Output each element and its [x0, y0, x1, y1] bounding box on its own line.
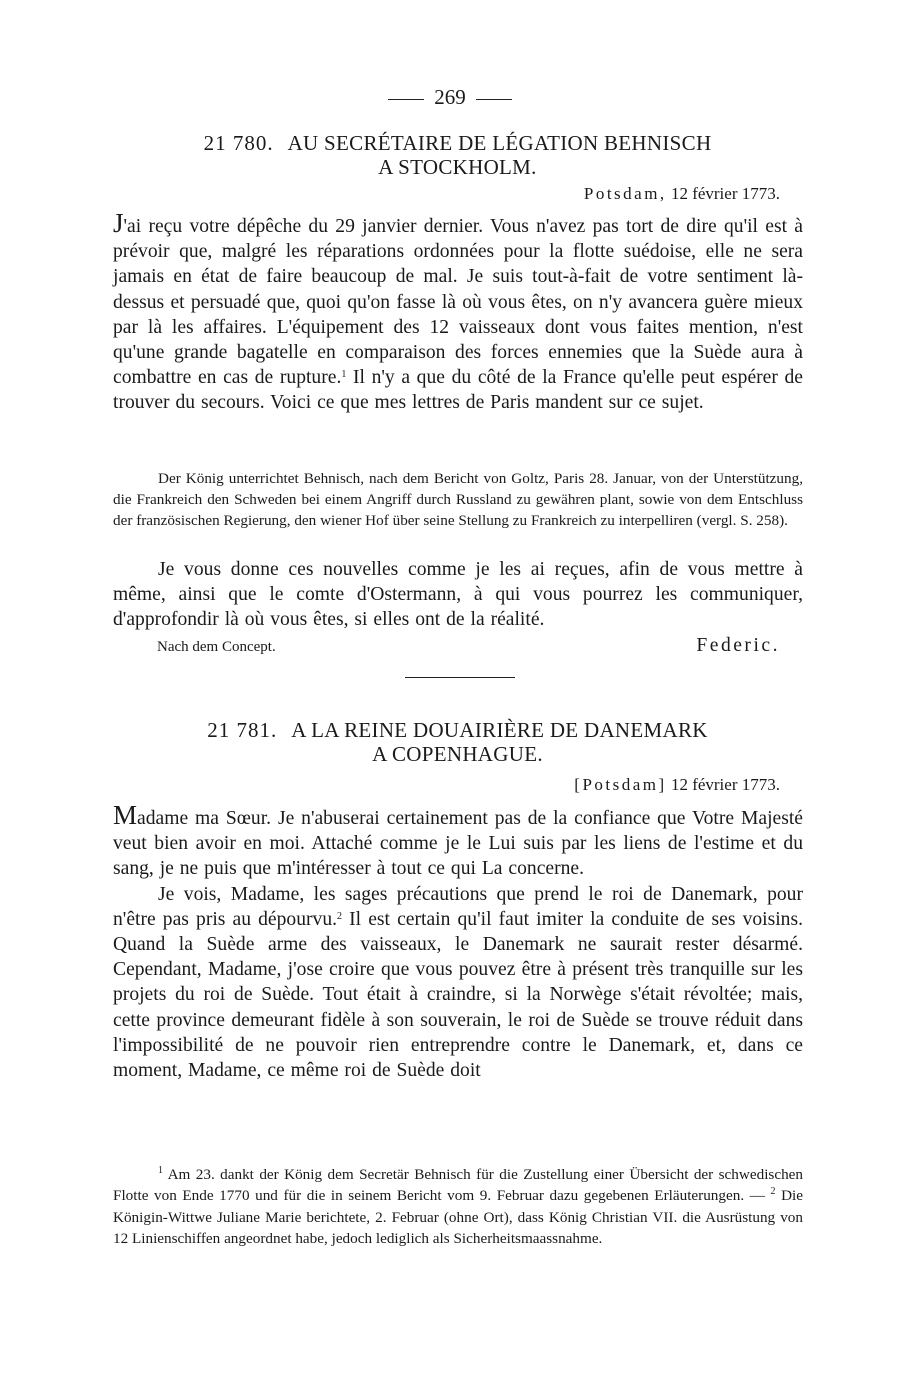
initial-letter: M	[113, 800, 138, 830]
letter-title-line2: A COPENHAGUE.	[372, 742, 543, 766]
letter-number: 21 780.	[203, 131, 274, 155]
letter-body	[113, 208, 804, 416]
letter-dateline	[110, 774, 780, 796]
letter-number: 21 781.	[207, 718, 278, 742]
letter-title-line1: 21 780. AU SECRÉTAIRE DE LÉGATION BEHNISCH	[203, 131, 712, 155]
footnote-marker: 1	[158, 1165, 163, 1176]
source-note: Nach dem Concept.	[157, 639, 276, 655]
date-day: 12 février 1773.	[670, 184, 780, 203]
letter-body	[113, 800, 803, 1083]
body-paragraph: Je vois, Madame, les sages précautions que prend le roi de Danemark, pour n'être pas pris au dépourvu.$^2$ Il est certain qu'il faut imiter la conduite de ses voisins. Quand la Suède arme des vaisseaux, le Danemark ne saurait rester désarmé. Cependant, Madame, j'ose croire que vous pouvez être à présent très tranquille sur les projets du roi de Suède. Tout était à craindre, si la Norwège s'était révoltée; mais, cette province demeurant fidèle à son souverain, le roi de Suède se trouve réduit dans l'impossibilité de ne pouvoir rien entreprendre contre le Danemark, et, dans ce moment, Madame, ce même roi de Suède doit	[113, 883, 803, 1082]
editor-note	[113, 468, 803, 531]
date-day: 12 février 1773.	[670, 775, 780, 794]
section-divider	[405, 677, 515, 678]
footnotes	[113, 1164, 803, 1250]
initial-letter: J	[113, 208, 124, 238]
letter-heading	[110, 718, 805, 766]
editor-note-text: Der König unterrichtet Behnisch, nach dem Bericht von Goltz, Paris 28. Januar, von der Unterstützung, die Frankreich den Schweden bei einem Angriff durch Russland zu gewähren plant, sowie von dem Entschluss der französischen Regierung, den wiener Hof über seine Stellung zu Frankreich zu interpelliren (vergl. S. 258).	[113, 470, 803, 529]
letter-heading	[110, 131, 805, 179]
body-paragraph: Madame ma Sœur. Je n'abuserai certainement pas de la confiance que Votre Majesté veut bien avoir en moi. Attaché comme je le Lui suis par les liens de l'estime et du sang, je ne puis que m'intéresser à tout ce qui La concerne.	[113, 800, 803, 880]
folio-dash-right	[476, 99, 512, 100]
body-paragraph: J'ai reçu votre dépêche du 29 janvier dernier. Vous n'avez pas tort de dire qu'il est à prévoir que, malgré les réparations ordonnées pour la flotte suédoise, elle ne sera jamais en état de faire beaucoup de mal. Je suis tout-à-fait de votre sentiment là-dessus et persuadé que, quoi qu'on fasse là où vous êtes, on n'y avancera guère mieux par là les affaires. L'équipement des 12 vaisseaux dont vous faites mention, n'est qu'une grande bagatelle en comparaison des forces ennemies que la Suède aura à combattre en cas de rupture.$^1$ Il n'y a que du côté de la France qu'elle peut espérer de trouver du secours. Voici ce que mes lettres de Paris mandent sur ce sujet.	[113, 208, 804, 414]
footnote-ref: 1	[341, 369, 347, 381]
signature: Federic.	[696, 635, 780, 656]
letter-title-line2: A STOCKHOLM.	[378, 155, 537, 179]
page-number-text: 269	[434, 85, 466, 109]
footnote-text: $^1$ Am 23. dankt der König dem Secretär Behnisch für die Zustellung einer Übersicht der schwedischen Flotte von Ende 1770 und für die in seinem Bericht vom 9. Februar dazu gegebenen Erläuterungen. — $^2$ Die Königin-Wittwe Juliane Marie berichtete, 2. Februar (ohne Ort), dass König Christian VII. die Ausrüstung von 12 Linienschiffen angeordnet habe, jedoch lediglich als Sicherheitsmaassnahme.	[113, 1165, 803, 1248]
footnote-ref: 2	[337, 910, 343, 922]
folio-dash-left	[388, 99, 424, 100]
letter-title-line1: 21 781. A LA REINE DOUAIRIÈRE DE DANEMARK	[207, 718, 708, 742]
footnote-marker: 2	[770, 1186, 776, 1198]
page-number	[0, 84, 900, 110]
date-place: [Potsdam]	[574, 775, 667, 794]
letter-dateline	[110, 183, 780, 205]
body-paragraph: Je vous donne ces nouvelles comme je les ai reçues, afin de vous mettre à même, ainsi que le comte d'Ostermann, à qui vous pourrez les communiquer, d'approfondir là où vous êtes, si elles ont de la réalité.	[113, 559, 803, 631]
date-place: Potsdam,	[583, 184, 667, 203]
letter-body-continued	[113, 557, 803, 633]
